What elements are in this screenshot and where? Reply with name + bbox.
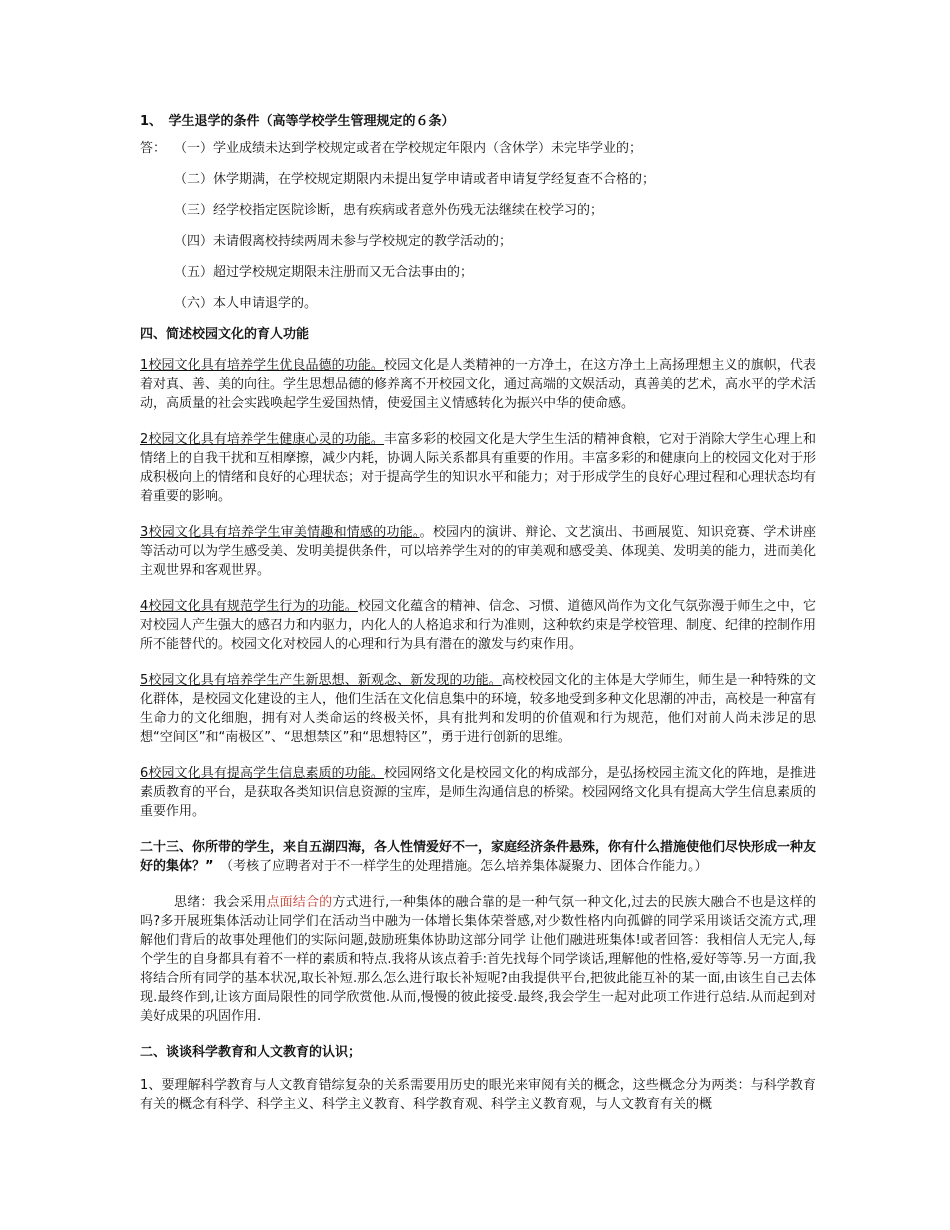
paragraph-body: 校园文化是人类精神的一方净土，在这方净土上高扬理想主义的旗帜，代表着对真、善、美的向往。学生思想品德的修养离不开校园文化，通过高端的文娱活动，真善美的艺术，高水平的学术活动，高质量的社会实践唤起学生爱国热情，使爱国主义情感转化为振兴中华的使命感。	[140, 358, 817, 411]
section-heading-withdrawal: 1、 学生退学的条件（高等学校学生管理规定的６条）	[140, 114, 455, 129]
list-item: （六）本人申请退学的。	[174, 296, 318, 311]
paragraph-function-6	[140, 764, 816, 821]
paragraph-body: 丰富多彩的校园文化是大学生生活的精神食粮，它对于消除大学生心理上和情绪上的自我干扰和互相摩擦，减少内耗，协调人际关系都具有重要的作用。丰富多彩的和健康向上的校园文化对于形成积极向上的情绪和良好的心理状态；对于提高学生的知识水平和能力；对于形成学生的良好心理过程和心理状态均有着重要的影响。	[140, 432, 817, 504]
paragraph-function-3	[140, 523, 816, 580]
list-item: （三）经学校指定医院诊断，患有疾病或者意外伤残无法继续在校学习的；	[174, 203, 604, 218]
answer-row	[140, 139, 816, 158]
answer-body: 方式进行,一种集体的融合靠的是一种气氛一种文化,过去的民族大融合不也是这样的吗?多开展班集体活动让同学们在活动当中融为一体增长集体荣誉感,对少数性格内向孤僻的同学采用谈话交流方式,理解他们背后的故事处理他们的实际问题,鼓励班集体协助这部分同学 让他们融进班集体!或者回答：我相信人无完人,每个学生的自身都具有着不一样的素质和特点.我将从该点着手:首先找每个同学谈话,理解他的性格,爱好等等.另一方面,我将结合所有同学的基本状况,取长补短.那么怎么进行取长补短呢?由我提供平台,把彼此能互补的某一面,由该生自己去体现.最终作到,让该方面局限性的同学欣赏他.从而,慢慢的彼此接受.最终,我会学生一起对此项工作进行总结.从而起到对美好成果的巩固作用.	[140, 895, 816, 1024]
paragraph-body: 校园文化蕴含的精神、信念、习惯、道德风尚作为文化气氛弥漫于师生之中，它对校园人产生强大的感召力和内驱力，内化人的人格追求和行为准则，这种软约束是学校管理、制度、纪律的控制作用所不能替代的。校园文化对校园人的心理和行为具有潜在的激发与约束作用。	[140, 599, 817, 652]
paragraph-title: 3校园文化具有培养学生审美情趣和情感的功能。	[140, 525, 420, 540]
list-item: （四）未请假离校持续两周未参与学校规定的教学活动的；	[174, 234, 513, 249]
document-body	[140, 112, 816, 1131]
list-item: （二）休学期满，在学校规定期限内未提出复学申请或者申请复学经复查不合格的；	[174, 172, 656, 187]
question-twenty-three	[140, 838, 816, 876]
paragraph-science-humanities: 1、要理解科学教育与人文教育错综复杂的关系需要用历史的眼光来审阅有关的概念，这些概念分为两类：与科学教育有关的概念有科学、科学主义、科学主义教育、科学教育观、科学主义教育观，与人文教育有关的概	[140, 1078, 816, 1112]
paragraph-function-4	[140, 597, 816, 654]
paragraph-body: 。校园内的演讲、辩论、文艺演出、书画展览、知识竞赛、学术讲座等活动可以为学生感受美、发明美提供条件，可以培养学生对的的审美观和感受美、体现美、发明美的能力，进而美化主观世界和客观世界。	[140, 525, 817, 578]
paragraph-title: 4校园文化具有规范学生行为的功能。	[140, 599, 358, 614]
paragraph-function-2	[140, 430, 816, 506]
list-item: （五）超过学校规定期限未注册而又无合法事由的；	[174, 265, 474, 280]
paragraph-body: 校园网络文化是校园文化的构成部分，是弘扬校园主流文化的阵地，是推进素质教育的平台，是获取各类知识信息资源的宝库，是师生沟通信息的桥梁。校园网络文化具有提高大学生信息素质的重要作用。	[140, 766, 817, 819]
answer-label: 答：	[140, 141, 167, 156]
paragraph-title: 1校园文化具有培养学生优良品德的功能。	[140, 358, 385, 373]
list-item: （一）学业成绩未达到学校规定或者在学校规定年限内（含休学）未完毕学业的；	[174, 141, 643, 156]
answer-paragraph	[140, 893, 816, 1026]
question-heading: 二十三、你所带的学生，来自五湖四海，各人性情爱好不一，家庭经济条件悬殊，你有什么措施使他们尽快形成一种友好的集体？”	[140, 840, 817, 874]
answer-highlight: 点面结合的	[266, 895, 333, 910]
paragraph-title: 6校园文化具有提高学生信息素质的功能。	[140, 766, 385, 781]
paragraph-title: 2校园文化具有培养学生健康心灵的功能。	[140, 432, 385, 447]
paragraph-title: 5校园文化具有培养学生产生新思想、新观念、新发现的功能。	[140, 673, 502, 688]
question-note: （考核了应聘者对于不一样学生的处理措施。怎么培养集体凝聚力、团体合作能力。）	[226, 859, 708, 874]
section-heading-campus-culture: 四、简述校园文化的育人功能	[140, 327, 310, 342]
paragraph-function-1	[140, 356, 816, 413]
paragraph-body: 高校校园文化的主体是大学师生，师生是一种特殊的文化群体，是校园文化建设的主人，他们生活在文化信息集中的环境，较多地受到多种文化思潮的冲击，高校是一种富有生命力的文化细胞，拥有对人类命运的终极关怀，具有批判和发明的价值观和行为规范，他们对前人尚未涉足的思想“空间区”和“南极区”、“思想禁区”和“思想特区”，勇于进行创新的思维。	[140, 673, 817, 745]
section-heading-science-humanities: 二、谈谈科学教育和人文教育的认识；	[140, 1045, 362, 1060]
paragraph-function-5	[140, 671, 816, 747]
answer-lead: 思绪：我会采用	[174, 895, 267, 910]
